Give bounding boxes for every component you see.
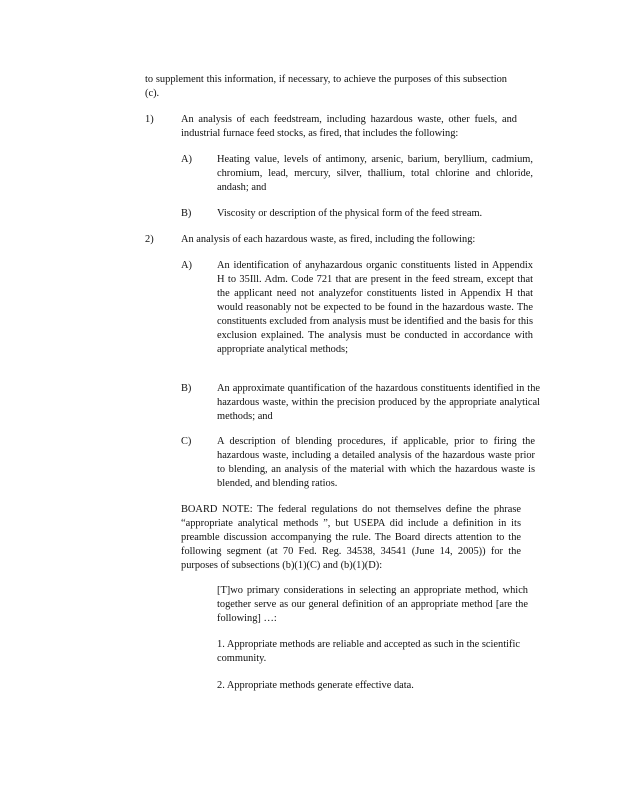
item-1b-number: B) — [181, 208, 192, 219]
item-2c-number: C) — [181, 436, 192, 447]
item-2a-text: An identification of anyhazardous organic constituents listed in Appendix H to 35Ill. Adm. Code 721 that are present in the feed stream, except that the applicant need not analyzefor constituents listed in Appendix H that would reasonably not be expected to be found in the hazardous waste. The constituents excluded from analysis must be identified and the basis for this exclusion explained. The analysis must be conducted in accordance with appropriate analytical methods; — [217, 260, 533, 355]
item-2c-text: A description of blending procedures, if applicable, prior to firing the hazardous waste, including a detailed analysis of the hazardous waste prior to blending, an analysis of the material with which the hazardous waste is blended, and blending ratios. — [217, 436, 535, 489]
item-1b-text: Viscosity or description of the physical form of the feed stream. — [217, 208, 483, 219]
quote-point-1: 1. Appropriate methods are reliable and accepted as such in the scientific community. — [217, 639, 520, 664]
board-note: BOARD NOTE: The federal regulations do not themselves define the phrase “appropriate analytical methods ”, but USEPA did include a definition in its preamble discussion accompanying the rule. The Board directs attention to the following segment (at 70 Fed. Reg. 34538, 34541 (June 14, 2005)) for the purposes of subsections (b)(1)(C) and (b)(1)(D): — [181, 504, 521, 571]
item-2b-number: B) — [181, 383, 192, 394]
item-2-text: An analysis of each hazardous waste, as fired, including the following: — [181, 234, 476, 245]
item-2a-number: A) — [181, 260, 192, 271]
item-1a-number: A) — [181, 154, 192, 165]
item-1a-text: Heating value, levels of antimony, arsenic, barium, beryllium, cadmium, chromium, lead, mercury, silver, thallium, total chlorine and chloride, andash; and — [217, 154, 533, 193]
item-2-number: 2) — [145, 234, 154, 245]
quote-point-2: 2. Appropriate methods generate effective data. — [217, 680, 414, 691]
quote-lead: [T]wo primary considerations in selecting an appropriate method, which together serve as our general definition of an appropriate method [are the following] …: — [217, 585, 528, 624]
item-1-text: An analysis of each feedstream, including hazardous waste, other fuels, and industrial furnace feed stocks, as fired, that includes the following: — [181, 114, 517, 139]
item-1-number: 1) — [145, 114, 154, 125]
intro-paragraph: to supplement this information, if necessary, to achieve the purposes of this subsection (c). — [145, 74, 507, 99]
item-2b-text: An approximate quantification of the hazardous constituents identified in the hazardous waste, within the precision produced by the appropriate analytical methods; and — [217, 383, 540, 422]
